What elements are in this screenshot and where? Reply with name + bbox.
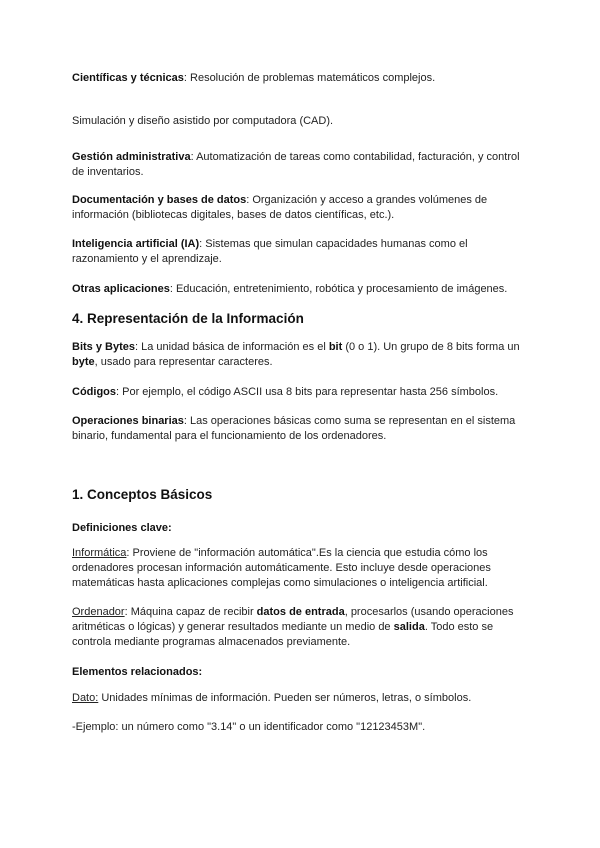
paragraph-otras xyxy=(72,282,530,297)
paragraph-gestion xyxy=(72,150,530,180)
text-codigos: : Por ejemplo, el código ASCII usa 8 bits para representar hasta 256 símbolos. xyxy=(116,386,499,398)
text-ordenador-3: . Todo esto se controla mediante programas almacenados previamente. xyxy=(72,621,494,648)
text-gestion: : Automatización de tareas como contabilidad, facturación, y control de inventarios. xyxy=(72,151,520,178)
label-ia: Inteligencia artificial (IA) xyxy=(72,238,200,250)
term-bit: bit xyxy=(328,341,343,353)
label-cientificas: Científicas y técnicas xyxy=(72,72,184,84)
text-otras: : Educación, entretenimiento, robótica y procesamiento de imágenes. xyxy=(169,283,508,295)
text-bits-1: : La unidad básica de información es el xyxy=(134,341,329,353)
paragraph-ordenador xyxy=(72,605,530,650)
label-operaciones: Operaciones binarias xyxy=(72,415,184,427)
label-codigos: Códigos xyxy=(72,386,116,398)
text-bits-3: , usado para representar caracteres. xyxy=(94,356,273,368)
label-otras: Otras aplicaciones xyxy=(72,283,170,295)
label-bits: Bits y Bytes xyxy=(72,341,135,353)
label-informatica: Informática xyxy=(72,547,127,559)
paragraph-informatica xyxy=(72,546,530,591)
term-datos-entrada: datos de entrada xyxy=(256,606,345,618)
section-4-heading: 4. Representación de la Información xyxy=(72,311,304,326)
elementos-heading: Elementos relacionados: xyxy=(72,666,203,678)
text-operaciones: : Las operaciones básicas como suma se representan en el sistema binario, fundamental para el funcionamiento de los ordenadores. xyxy=(72,415,516,442)
definiciones-heading: Definiciones clave: xyxy=(72,522,172,534)
term-byte: byte xyxy=(72,356,95,368)
label-dato: Dato: xyxy=(72,692,99,704)
text-ordenador-1: : Máquina capaz de recibir xyxy=(124,606,257,618)
text-informatica: : Proviene de "información automática".Es la ciencia que estudia cómo los ordenadores procesan información automáticamente. Esto incluye desde operaciones matemáticas hasta aplicaciones complejas como simulaciones o inteligencia artificial. xyxy=(72,547,491,589)
text-ordenador-2: , procesarlos (usando operaciones aritméticas o lógicas) y generar resultados mediante un medio de xyxy=(72,606,514,633)
paragraph-documentacion xyxy=(72,193,530,223)
paragraph-cientificas xyxy=(72,71,530,86)
label-ordenador: Ordenador xyxy=(72,606,125,618)
label-gestion: Gestión administrativa xyxy=(72,151,191,163)
label-documentacion: Documentación y bases de datos xyxy=(72,194,247,206)
paragraph-dato xyxy=(72,691,530,706)
text-documentacion: : Organización y acceso a grandes volúmenes de información (bibliotecas digitales, bases de datos científicas, etc.). xyxy=(72,194,488,221)
paragraph-codigos xyxy=(72,385,530,400)
paragraph-operaciones xyxy=(72,414,530,444)
term-salida: salida xyxy=(393,621,425,633)
paragraph-ejemplo: -Ejemplo: un número como "3.14" o un identificador como "12123453M". xyxy=(72,721,426,733)
paragraph-simulacion: Simulación y diseño asistido por computadora (CAD). xyxy=(72,115,334,127)
paragraph-bits xyxy=(72,340,530,370)
section-1-heading: 1. Conceptos Básicos xyxy=(72,487,213,502)
text-ia: : Sistemas que simulan capacidades humanas como el razonamiento y el aprendizaje. xyxy=(72,238,468,265)
text-bits-2: (0 o 1). Un grupo de 8 bits forma un xyxy=(342,341,520,353)
text-cientificas: : Resolución de problemas matemáticos complejos. xyxy=(183,72,436,84)
paragraph-ia xyxy=(72,237,530,267)
text-dato: Unidades mínimas de información. Pueden ser números, letras, o símbolos. xyxy=(98,692,472,704)
